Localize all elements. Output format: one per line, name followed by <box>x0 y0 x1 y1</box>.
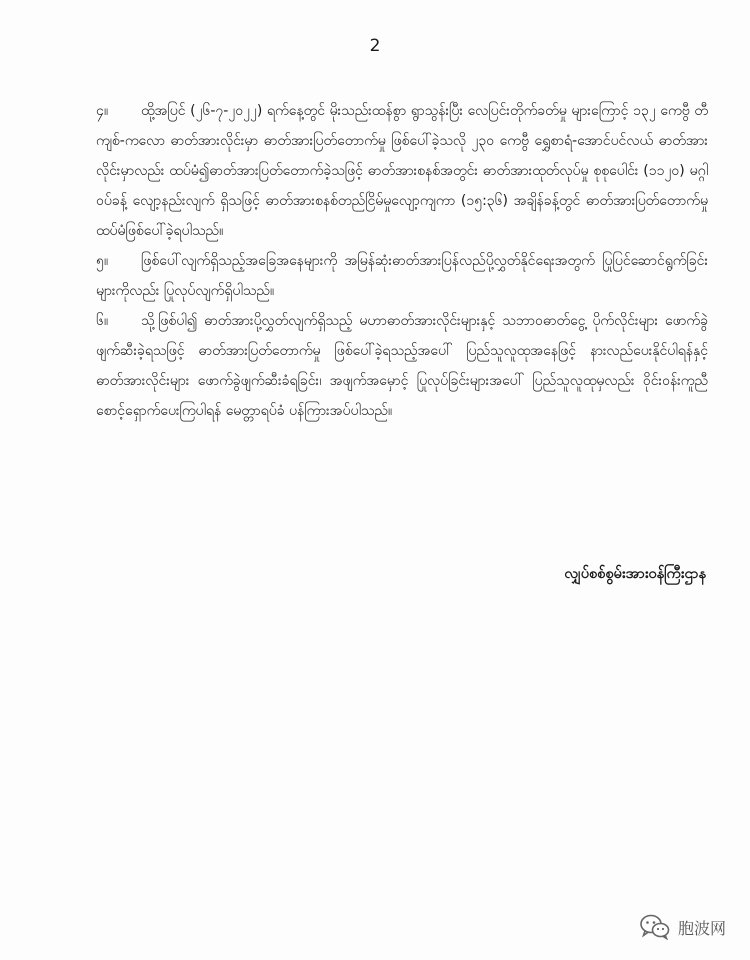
paragraph-6 <box>96 306 708 426</box>
page-number: 2 <box>369 36 381 56</box>
watermark <box>640 914 726 940</box>
issuer-signature: လျှပ်စစ်စွမ်းအားဝန်ကြီးဌာန <box>564 566 706 582</box>
paragraph-4 <box>96 96 708 246</box>
paragraph-number: ၄။ <box>96 103 109 119</box>
document-body <box>96 96 708 426</box>
watermark-label: 胞波网 <box>677 918 726 938</box>
paragraph-number: ၅။ <box>96 253 109 269</box>
wechat-icon <box>640 914 670 940</box>
paragraph-text: သို့ဖြစ်ပါ၍ ဓာတ်အားပို့လွှတ်လျက်ရှိသည့် မဟာဓာတ်အားလိုင်းများနှင့် သဘာဝဓာတ်ငွေ့ ပိုက်လိုင်းများ ဖောက်ခွဲဖျက်ဆီးခဲ့ရသဖြင့် ဓာတ်အားပြတ်တောက်မှု ဖြစ်ပေါ်ခဲ့ရသည့်အပေါ် ပြည်သူလူထုအနေဖြင့် နားလည်ပေးနိုင်ပါရန်နှင့် ဓာတ်အားလိုင်းများ ဖောက်ခွဲဖျက်ဆီးခံရခြင်း၊ အဖျက်အမှောင့် ပြုလုပ်ခြင်းများအပေါ် ပြည်သူလူထုမှလည်း ဝိုင်းဝန်းကူညီစောင့်ရှောက်ပေးကြပါရန် မေတ္တာရပ်ခံ ပန်ကြားအပ်ပါသည်။ <box>96 313 708 419</box>
paragraph-number: ၆။ <box>96 313 109 329</box>
paragraph-text: ထို့အပြင် (၂၆-၇-၂၀၂၂) ရက်နေ့တွင် မိုးသည်းထန်စွာ ရွာသွန်းပြီး လေပြင်းတိုက်ခတ်မှု များကြောင့် ၁၃၂ ကေဗွီ တီကျစ်-ကလော ဓာတ်အားလိုင်းမှာ ဓာတ်အားပြတ်တောက်မှု ဖြစ်ပေါ်ခဲ့သလို ၂၃၀ ကေဗွီ ရွှေစာရံ-အောင်ပင်လယ် ဓာတ်အားလိုင်းမှာလည်း ထပ်မံ၍ဓာတ်အားပြတ်တောက်ခဲ့သဖြင့် ဓာတ်အားစနစ်အတွင်း ဓာတ်အားထုတ်လုပ်မှု စုစုပေါင်း (၁၁၂၀) မဂ္ဂါဝပ်ခန့် လျော့နည်းလျက် ရှိသဖြင့် ဓာတ်အားစနစ်တည်ငြိမ်မှုလျော့ကျကာ (၁၅:၃၆) အချိန်ခန့်တွင် ဓာတ်အားပြတ်တောက်မှု ထပ်မံဖြစ်ပေါ်ခဲ့ရပါသည်။ <box>96 103 708 239</box>
paragraph-5 <box>96 246 708 306</box>
paragraph-text: ဖြစ်ပေါ်လျက်ရှိသည့်အခြေအနေများကို အမြန်ဆုံးဓာတ်အားပြန်လည်ပို့လွှတ်နိုင်ရေးအတွက် ပြုပြင်ဆောင်ရွက်ခြင်းများကိုလည်း ပြုလုပ်လျက်ရှိပါသည်။ <box>96 253 708 299</box>
